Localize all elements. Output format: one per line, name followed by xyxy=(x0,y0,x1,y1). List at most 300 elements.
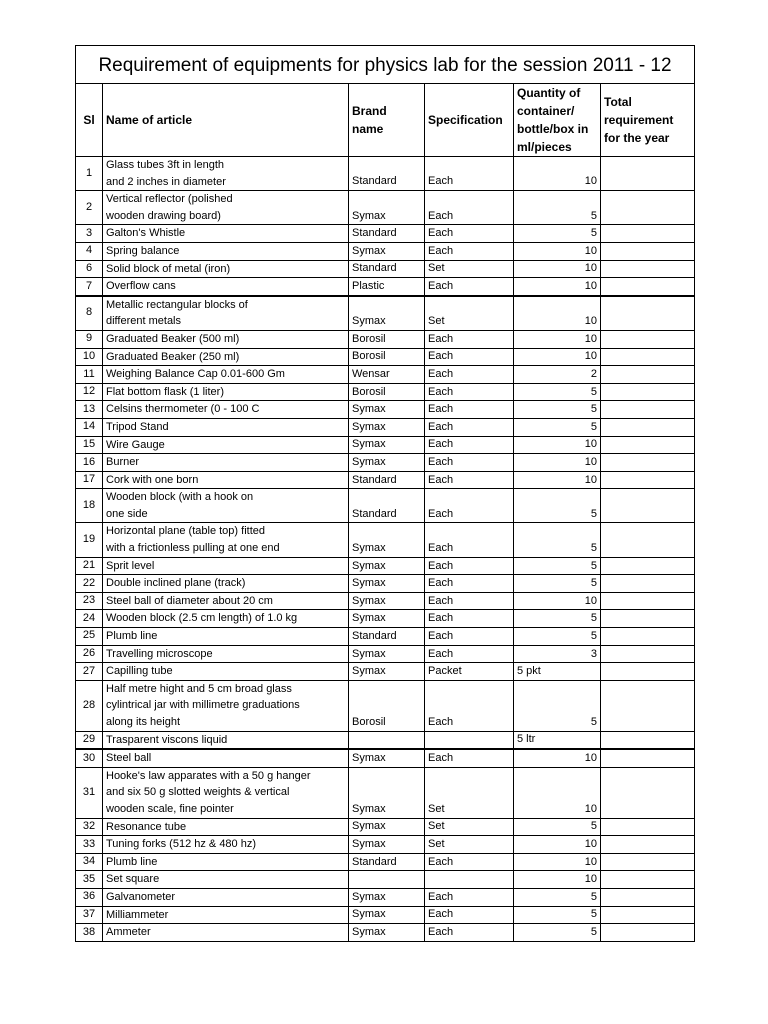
row-sl: 36 xyxy=(76,888,103,906)
row-article-name xyxy=(103,436,349,454)
row-article-name xyxy=(103,242,349,260)
article-name-line: and 2 inches in diameter xyxy=(106,175,226,188)
row-total xyxy=(601,489,695,523)
row-quantity: 10 xyxy=(514,436,601,454)
row-total xyxy=(601,680,695,731)
article-name-line: Glass tubes 3ft in length xyxy=(106,159,225,171)
row-sl: 1 xyxy=(76,157,103,191)
row-brand: Symax xyxy=(349,557,425,575)
table-row xyxy=(76,906,695,924)
article-name-line: Trasparent viscons liquid xyxy=(106,733,228,746)
article-name-line: Metallic rectangular blocks of xyxy=(106,298,248,311)
row-sl: 18 xyxy=(76,489,103,523)
row-quantity: 10 xyxy=(514,853,601,871)
table-row xyxy=(76,557,695,575)
table-row xyxy=(76,663,695,681)
row-specification: Set xyxy=(425,836,514,854)
row-article-name xyxy=(103,575,349,593)
row-brand: Symax xyxy=(349,767,425,818)
row-article-name xyxy=(103,157,349,191)
row-brand xyxy=(349,871,425,889)
row-article-name xyxy=(103,888,349,906)
table-row xyxy=(76,489,695,523)
row-total xyxy=(601,836,695,854)
row-total xyxy=(601,610,695,628)
row-sl: 8 xyxy=(76,296,103,331)
row-specification: Each xyxy=(425,366,514,384)
row-quantity: 10 xyxy=(514,592,601,610)
table-row xyxy=(76,454,695,472)
row-specification: Each xyxy=(425,853,514,871)
row-quantity: 5 xyxy=(514,225,601,243)
row-brand: Symax xyxy=(349,418,425,436)
row-specification: Each xyxy=(425,592,514,610)
row-sl: 31 xyxy=(76,767,103,818)
article-name-line: Burner xyxy=(106,456,140,469)
row-article-name xyxy=(103,906,349,924)
row-quantity: 10 xyxy=(514,471,601,489)
row-specification: Each xyxy=(425,454,514,472)
row-article-name xyxy=(103,767,349,818)
row-specification: Each xyxy=(425,278,514,296)
table-row xyxy=(76,225,695,243)
row-article-name xyxy=(103,296,349,331)
article-name-line: Plumb line xyxy=(106,855,158,868)
article-name-line: Steel ball of diameter about 20 cm xyxy=(106,594,273,607)
row-brand: Symax xyxy=(349,924,425,942)
row-brand: Standard xyxy=(349,225,425,243)
row-article-name xyxy=(103,348,349,366)
row-total xyxy=(601,767,695,818)
row-quantity: 10 xyxy=(514,157,601,191)
row-brand: Symax xyxy=(349,454,425,472)
row-sl: 7 xyxy=(76,278,103,296)
row-brand: Symax xyxy=(349,191,425,225)
row-brand: Symax xyxy=(349,836,425,854)
row-brand: Standard xyxy=(349,471,425,489)
table-row xyxy=(76,628,695,646)
row-specification: Each xyxy=(425,418,514,436)
row-quantity: 5 xyxy=(514,906,601,924)
row-total xyxy=(601,523,695,557)
table-row xyxy=(76,767,695,818)
row-total xyxy=(601,436,695,454)
row-total xyxy=(601,157,695,191)
row-total xyxy=(601,924,695,942)
row-brand: Standard xyxy=(349,628,425,646)
row-total xyxy=(601,592,695,610)
row-total xyxy=(601,260,695,278)
table-row xyxy=(76,401,695,419)
row-sl: 11 xyxy=(76,366,103,384)
table-row xyxy=(76,366,695,384)
table-row xyxy=(76,749,695,767)
article-name-line: Capilling tube xyxy=(106,665,173,678)
row-specification: Each xyxy=(425,628,514,646)
table-row xyxy=(76,191,695,225)
article-name-line: Weighing Balance Cap 0.01-600 Gm xyxy=(106,368,285,381)
article-name-line: Ammeter xyxy=(106,926,151,939)
row-total xyxy=(601,383,695,401)
row-specification: Each xyxy=(425,680,514,731)
article-name-line: Galvanometer xyxy=(106,890,176,903)
row-sl: 14 xyxy=(76,418,103,436)
row-quantity: 5 xyxy=(514,418,601,436)
row-sl: 9 xyxy=(76,330,103,348)
row-total xyxy=(601,888,695,906)
row-specification: Each xyxy=(425,436,514,454)
row-quantity: 10 xyxy=(514,767,601,818)
row-quantity: 5 xyxy=(514,489,601,523)
row-article-name xyxy=(103,366,349,384)
row-total xyxy=(601,471,695,489)
row-specification: Each xyxy=(425,348,514,366)
row-specification: Each xyxy=(425,330,514,348)
row-specification: Each xyxy=(425,557,514,575)
row-brand: Borosil xyxy=(349,680,425,731)
row-brand: Plastic xyxy=(349,278,425,296)
row-brand: Standard xyxy=(349,489,425,523)
row-article-name xyxy=(103,871,349,889)
row-quantity: 10 xyxy=(514,260,601,278)
row-brand: Symax xyxy=(349,663,425,681)
table-row xyxy=(76,888,695,906)
article-name-line: Milliammeter xyxy=(106,908,169,921)
row-quantity: 10 xyxy=(514,348,601,366)
table-row xyxy=(76,924,695,942)
row-quantity: 5 xyxy=(514,523,601,557)
article-name-line: Wire Gauge xyxy=(106,438,165,451)
row-specification: Each xyxy=(425,489,514,523)
row-specification: Each xyxy=(425,906,514,924)
row-total xyxy=(601,418,695,436)
row-sl: 17 xyxy=(76,471,103,489)
article-name-line: one side xyxy=(106,507,148,520)
row-total xyxy=(601,818,695,836)
row-sl: 23 xyxy=(76,592,103,610)
table-row xyxy=(76,610,695,628)
row-quantity: 10 xyxy=(514,454,601,472)
article-name-line: Galton's Whistle xyxy=(106,227,186,240)
row-specification: Set xyxy=(425,296,514,331)
row-sl: 3 xyxy=(76,225,103,243)
article-name-line: Steel ball xyxy=(106,752,152,765)
row-brand: Symax xyxy=(349,592,425,610)
row-total xyxy=(601,871,695,889)
row-specification: Each xyxy=(425,383,514,401)
row-brand: Symax xyxy=(349,610,425,628)
row-total xyxy=(601,454,695,472)
row-total xyxy=(601,330,695,348)
row-sl: 33 xyxy=(76,836,103,854)
row-brand xyxy=(349,731,425,749)
row-article-name xyxy=(103,191,349,225)
row-quantity: 10 xyxy=(514,871,601,889)
article-name-line: Tuning forks (512 hz & 480 hz) xyxy=(106,838,257,851)
article-name-line: Half metre hight and 5 cm broad glass xyxy=(106,682,292,695)
row-brand: Standard xyxy=(349,853,425,871)
article-name-line: Flat bottom flask (1 liter) xyxy=(106,385,224,398)
article-name-line: Plumb line xyxy=(106,630,158,643)
article-name-line: cylintrical jar with millimetre graduations xyxy=(106,699,300,712)
row-sl: 30 xyxy=(76,749,103,767)
row-article-name xyxy=(103,471,349,489)
table-row xyxy=(76,330,695,348)
article-name-line: Travelling microscope xyxy=(106,647,213,660)
article-name-line: Set square xyxy=(106,873,160,886)
row-article-name xyxy=(103,418,349,436)
row-brand: Borosil xyxy=(349,383,425,401)
article-name-line: Wooden block (with a hook on xyxy=(106,491,254,504)
row-brand: Symax xyxy=(349,749,425,767)
row-article-name xyxy=(103,454,349,472)
row-brand: Borosil xyxy=(349,348,425,366)
row-brand: Symax xyxy=(349,401,425,419)
row-total xyxy=(601,645,695,663)
row-sl: 25 xyxy=(76,628,103,646)
row-sl: 38 xyxy=(76,924,103,942)
row-quantity: 3 xyxy=(514,645,601,663)
row-sl: 10 xyxy=(76,348,103,366)
row-quantity: 5 ltr xyxy=(514,731,601,749)
row-total xyxy=(601,191,695,225)
row-article-name xyxy=(103,610,349,628)
row-article-name xyxy=(103,278,349,296)
row-brand: Symax xyxy=(349,645,425,663)
row-article-name xyxy=(103,401,349,419)
equipment-requirement-sheet xyxy=(75,45,694,942)
row-brand: Symax xyxy=(349,575,425,593)
row-total xyxy=(601,225,695,243)
row-sl: 27 xyxy=(76,663,103,681)
row-sl: 2 xyxy=(76,191,103,225)
table-row xyxy=(76,242,695,260)
table-row xyxy=(76,731,695,749)
row-total xyxy=(601,853,695,871)
col-header-name: Name of article xyxy=(103,84,349,157)
row-quantity: 5 pkt xyxy=(514,663,601,681)
table-row xyxy=(76,592,695,610)
row-brand: Symax xyxy=(349,296,425,331)
table-row xyxy=(76,348,695,366)
row-sl: 37 xyxy=(76,906,103,924)
row-article-name xyxy=(103,489,349,523)
row-quantity: 10 xyxy=(514,836,601,854)
row-sl: 28 xyxy=(76,680,103,731)
row-article-name xyxy=(103,853,349,871)
article-name-line: different metals xyxy=(106,315,182,328)
row-total xyxy=(601,906,695,924)
row-specification: Each xyxy=(425,471,514,489)
table-row xyxy=(76,523,695,557)
row-article-name xyxy=(103,383,349,401)
article-name-line: Horizontal plane (table top) fitted xyxy=(106,525,265,538)
table-row xyxy=(76,436,695,454)
row-specification xyxy=(425,731,514,749)
row-specification xyxy=(425,871,514,889)
row-sl: 16 xyxy=(76,454,103,472)
article-name-line: wooden scale, fine pointer xyxy=(106,802,234,815)
row-article-name xyxy=(103,836,349,854)
row-sl: 13 xyxy=(76,401,103,419)
article-name-line: Vertical reflector (polished xyxy=(106,193,233,206)
table-row xyxy=(76,418,695,436)
row-sl: 15 xyxy=(76,436,103,454)
table-row xyxy=(76,296,695,331)
row-quantity: 10 xyxy=(514,242,601,260)
row-article-name xyxy=(103,680,349,731)
article-name-line: Resonance tube xyxy=(106,820,187,833)
row-sl: 22 xyxy=(76,575,103,593)
article-name-line: Cork with one born xyxy=(106,473,199,486)
row-quantity: 5 xyxy=(514,383,601,401)
row-article-name xyxy=(103,557,349,575)
row-brand: Symax xyxy=(349,906,425,924)
col-header-brand: Brand name xyxy=(349,84,425,157)
row-quantity: 5 xyxy=(514,401,601,419)
row-article-name xyxy=(103,330,349,348)
table-row xyxy=(76,157,695,191)
row-quantity: 10 xyxy=(514,278,601,296)
table-row xyxy=(76,383,695,401)
table-row xyxy=(76,818,695,836)
header-row xyxy=(76,84,695,157)
row-sl: 35 xyxy=(76,871,103,889)
row-brand: Symax xyxy=(349,523,425,557)
row-quantity: 10 xyxy=(514,330,601,348)
article-name-line: with a frictionless pulling at one end xyxy=(106,542,280,555)
row-quantity: 10 xyxy=(514,749,601,767)
row-brand: Standard xyxy=(349,260,425,278)
row-brand: Symax xyxy=(349,818,425,836)
col-header-specification: Specification xyxy=(425,84,514,157)
row-specification: Set xyxy=(425,260,514,278)
row-specification: Each xyxy=(425,610,514,628)
row-total xyxy=(601,348,695,366)
row-specification: Each xyxy=(425,191,514,225)
row-specification: Each xyxy=(425,157,514,191)
row-quantity: 5 xyxy=(514,818,601,836)
article-name-line: wooden drawing board) xyxy=(106,209,221,222)
row-sl: 12 xyxy=(76,383,103,401)
article-name-line: Sprit level xyxy=(106,559,155,572)
row-sl: 19 xyxy=(76,523,103,557)
row-article-name xyxy=(103,749,349,767)
col-header-quantity: Quantity of container/ bottle/box in ml/pieces xyxy=(514,84,601,157)
table-row xyxy=(76,575,695,593)
row-quantity: 5 xyxy=(514,924,601,942)
row-quantity: 10 xyxy=(514,296,601,331)
article-name-line: Wooden block (2.5 cm length) of 1.0 kg xyxy=(106,612,298,625)
row-quantity: 5 xyxy=(514,557,601,575)
article-name-line: Double inclined plane (track) xyxy=(106,577,246,590)
article-name-line: Spring balance xyxy=(106,244,180,257)
row-total xyxy=(601,749,695,767)
row-brand: Wensar xyxy=(349,366,425,384)
article-name-line: Solid block of metal (iron) xyxy=(106,262,231,275)
table-row xyxy=(76,471,695,489)
col-header-sl: Sl xyxy=(76,84,103,157)
col-header-total: Total requirement for the year xyxy=(601,84,695,157)
row-total xyxy=(601,296,695,331)
row-sl: 29 xyxy=(76,731,103,749)
row-specification: Set xyxy=(425,767,514,818)
row-specification: Each xyxy=(425,401,514,419)
row-sl: 21 xyxy=(76,557,103,575)
table-row xyxy=(76,680,695,731)
row-specification: Packet xyxy=(425,663,514,681)
article-name-line: Graduated Beaker (500 ml) xyxy=(106,332,240,345)
row-quantity: 5 xyxy=(514,610,601,628)
row-article-name xyxy=(103,818,349,836)
row-article-name xyxy=(103,663,349,681)
sheet-title: Requirement of equipments for physics lab for the session 2011 - 12 xyxy=(76,46,695,84)
row-specification: Each xyxy=(425,523,514,557)
row-total xyxy=(601,663,695,681)
row-quantity: 5 xyxy=(514,628,601,646)
article-name-line: and six 50 g slotted weights & vertical xyxy=(106,786,290,799)
row-total xyxy=(601,575,695,593)
row-quantity: 5 xyxy=(514,680,601,731)
row-article-name xyxy=(103,592,349,610)
row-sl: 4 xyxy=(76,242,103,260)
table-row xyxy=(76,871,695,889)
row-brand: Symax xyxy=(349,242,425,260)
row-quantity: 5 xyxy=(514,191,601,225)
row-brand: Borosil xyxy=(349,330,425,348)
row-sl: 24 xyxy=(76,610,103,628)
row-article-name xyxy=(103,523,349,557)
row-quantity: 2 xyxy=(514,366,601,384)
row-brand: Symax xyxy=(349,888,425,906)
row-specification: Each xyxy=(425,888,514,906)
row-total xyxy=(601,401,695,419)
row-total xyxy=(601,278,695,296)
row-total xyxy=(601,628,695,646)
row-sl: 26 xyxy=(76,645,103,663)
article-name-line: Hooke's law apparates with a 50 g hanger xyxy=(106,769,311,782)
row-article-name xyxy=(103,225,349,243)
table-row xyxy=(76,853,695,871)
row-specification: Each xyxy=(425,242,514,260)
row-article-name xyxy=(103,924,349,942)
table-row xyxy=(76,278,695,296)
article-name-line: Overflow cans xyxy=(106,280,176,293)
row-sl: 6 xyxy=(76,260,103,278)
row-total xyxy=(601,366,695,384)
table-row xyxy=(76,645,695,663)
row-article-name xyxy=(103,260,349,278)
row-sl: 32 xyxy=(76,818,103,836)
row-specification: Each xyxy=(425,924,514,942)
table-row xyxy=(76,836,695,854)
row-specification: Each xyxy=(425,225,514,243)
article-name-line: Graduated Beaker (250 ml) xyxy=(106,350,240,363)
row-article-name xyxy=(103,731,349,749)
article-name-line: Tripod Stand xyxy=(106,420,169,433)
row-specification: Each xyxy=(425,575,514,593)
row-specification: Each xyxy=(425,645,514,663)
article-name-line: Celsins thermometer (0 - 100 C xyxy=(106,403,260,416)
row-total xyxy=(601,242,695,260)
row-brand: Symax xyxy=(349,436,425,454)
row-total xyxy=(601,731,695,749)
row-quantity: 5 xyxy=(514,575,601,593)
table-body xyxy=(76,157,695,942)
article-name-line: along its height xyxy=(106,716,180,728)
table-row xyxy=(76,260,695,278)
row-total xyxy=(601,557,695,575)
